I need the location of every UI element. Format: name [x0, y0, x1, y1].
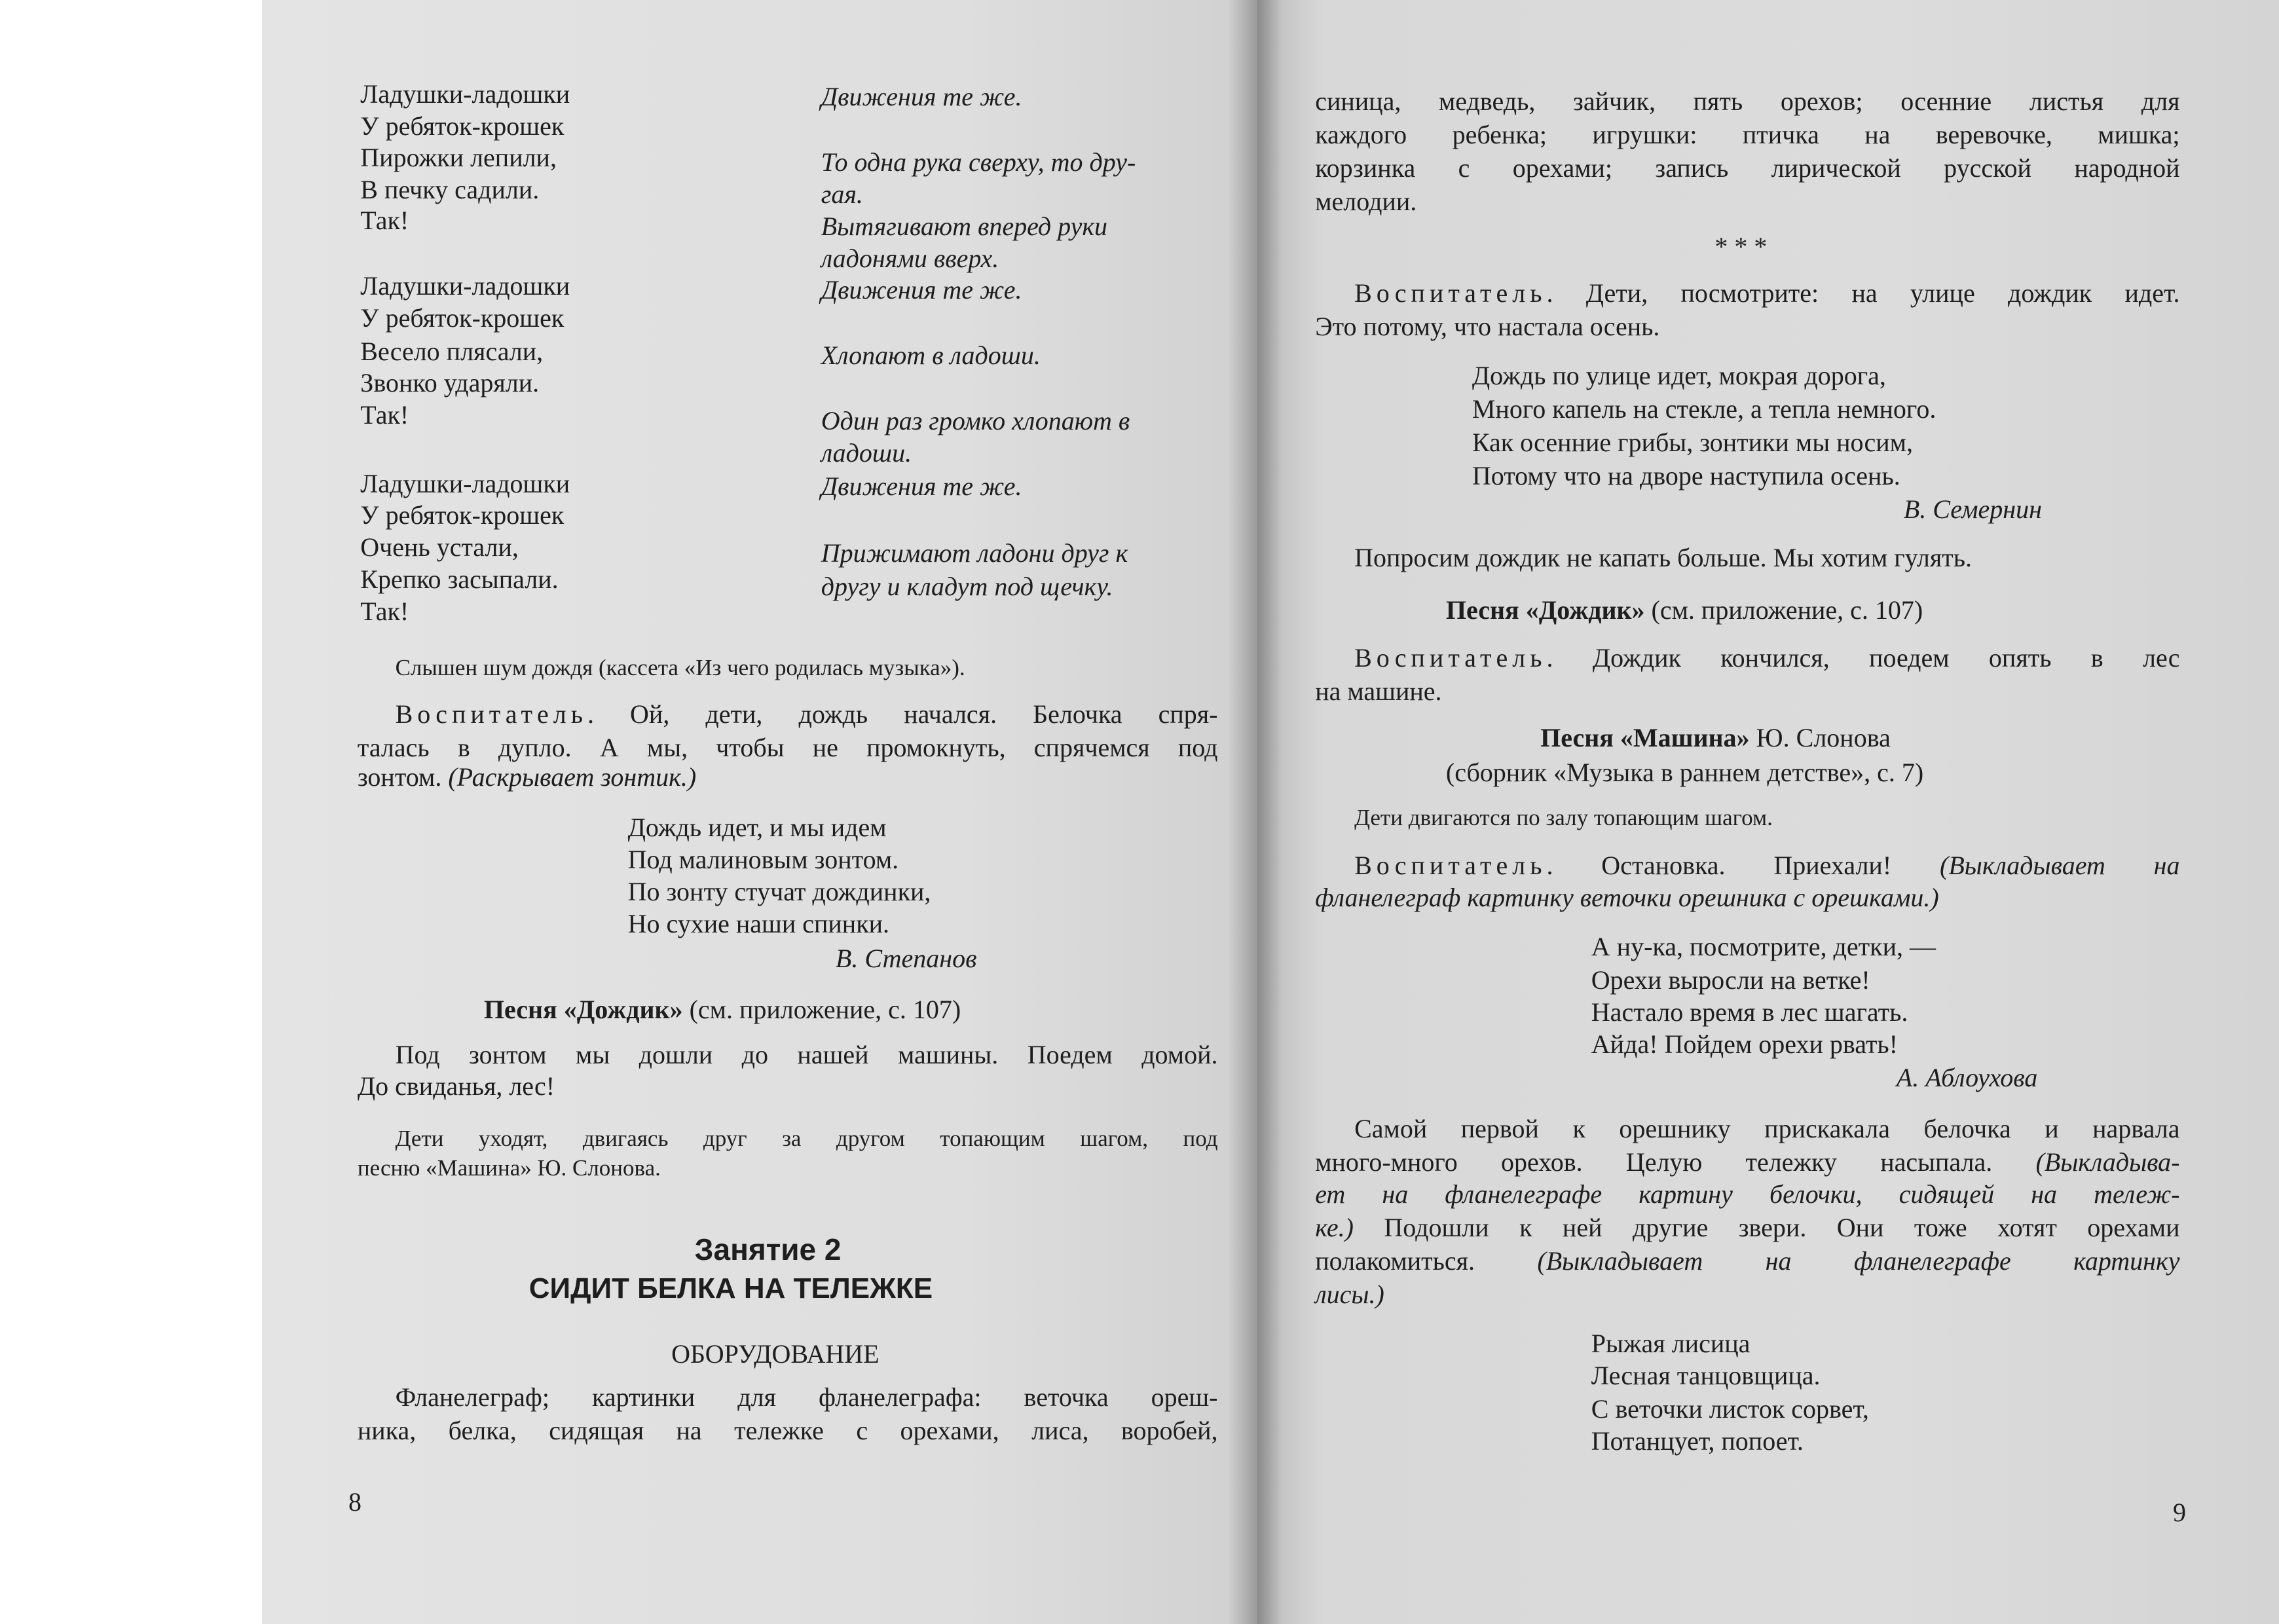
- right-page-text-line: [1315, 1179, 2179, 1210]
- left-page-text-line: [358, 762, 696, 793]
- right-page-text-line: [1315, 1279, 1384, 1310]
- right-page-text-line: [1315, 676, 1441, 707]
- text-segment: Потанцует, попоет.: [1591, 1426, 1804, 1456]
- text-segment: ника, белка, сидящая на тележке с орехами, лиса, воробей,: [357, 1416, 1218, 1446]
- right-page-text-line: [1472, 360, 1886, 392]
- left-page-text-line: [821, 571, 1113, 602]
- stage-direction: В. Семернин: [1903, 494, 2042, 525]
- text-segment: Как осенние грибы, зонтики мы носим,: [1472, 428, 1913, 458]
- text-segment: . Дети, посмотрите: на улице дождик идет.: [1546, 278, 2180, 308]
- text-segment: Очень устали,: [360, 532, 519, 563]
- text-segment: С веточки листок сорвет,: [1591, 1394, 1869, 1424]
- right-page-text-line: [1714, 231, 1767, 263]
- left-page-text-line: [628, 812, 887, 843]
- stage-direction: ке.): [1315, 1212, 1354, 1242]
- stage-direction: Хлопают в ладоши.: [821, 341, 1041, 371]
- left-page-text-line: [836, 943, 977, 974]
- speaker-label: Воспитатель: [1354, 642, 1547, 673]
- right-page-text-line: [1472, 460, 1900, 492]
- text-segment: много-много орехов. Целую тележку насыпала.: [1315, 1147, 2036, 1177]
- left-page-text-line: [821, 211, 1107, 242]
- text-segment: Лесная танцовщица.: [1591, 1360, 1821, 1390]
- left-page-text-line: [396, 1039, 1218, 1071]
- song-title: Песня «Дождик»: [483, 994, 683, 1024]
- text-segment: Рыжая лисица: [1591, 1329, 1751, 1359]
- right-page-text-line: [1315, 1147, 2179, 1178]
- left-page-text-line: [821, 340, 1041, 371]
- text-segment: Так!: [360, 400, 409, 430]
- text-segment: Весело плясали,: [360, 336, 544, 366]
- stage-direction: другу и кладут под щечку.: [821, 572, 1113, 602]
- text-segment: По зонту стучат дождинки,: [627, 877, 931, 907]
- speaker-label: Воспитатель: [1354, 851, 1547, 881]
- right-page-text-line: [1540, 722, 1891, 754]
- text-segment: талась в дупло. А мы, чтобы не промокнуть, спрячемся под: [357, 733, 1218, 763]
- left-page-text-line: [695, 1234, 842, 1265]
- right-page-text-line: [1354, 802, 1773, 834]
- left-page-text-line: [360, 564, 558, 595]
- speaker-label: Воспитатель: [1354, 278, 1547, 308]
- text-segment: У ребяток-крошек: [360, 303, 565, 333]
- right-page-text-line: [1315, 1246, 2179, 1277]
- text-segment: (см. приложение, с. 107): [682, 994, 961, 1024]
- text-segment: (см. приложение, с. 107): [1644, 595, 1923, 625]
- stage-direction: (Выкладывает на: [1940, 851, 2180, 881]
- left-page-text-line: [360, 596, 409, 627]
- left-page-text-line: [396, 652, 965, 684]
- text-segment: Подошли к ней другие звери. Они тоже хотят орехами: [1353, 1212, 2180, 1242]
- right-page-text-line: [1315, 153, 2179, 184]
- song-title: Песня «Машина»: [1540, 722, 1750, 752]
- text-segment: До свиданья, лес!: [357, 1071, 555, 1101]
- left-page-text-line: [360, 303, 564, 334]
- text-segment: А ну-ка, посмотрите, детки, —: [1591, 932, 1936, 962]
- text-segment: Орехи выросли на ветке!: [1591, 965, 1870, 995]
- right-page-text-line: [1472, 394, 1936, 425]
- right-page-text-line: [1315, 882, 1939, 913]
- right-page-text-line: [1354, 1113, 2179, 1145]
- text-segment: Но сухие наши спинки.: [627, 908, 890, 938]
- stage-direction: ладонями вверх.: [821, 243, 999, 273]
- right-page-text-line: [1591, 965, 1870, 996]
- text-segment: Ладушки-ладошки: [360, 270, 570, 301]
- text-segment: Самой первой к орешнику прискакала белочка и нарвала: [1354, 1113, 2180, 1143]
- left-page-text-line: [360, 142, 557, 174]
- text-segment: Ладушки-ладошки: [360, 79, 570, 109]
- left-page-text-line: [358, 1153, 661, 1184]
- stage-direction: ет на фланелеграфе картину белочки, сидящей на тележ-: [1315, 1179, 2180, 1209]
- text-segment: Крепко засыпали.: [360, 564, 559, 594]
- left-page-text-line: [821, 405, 1130, 437]
- right-page-text-line: [1354, 642, 2179, 674]
- left-page-text-line: [360, 532, 519, 563]
- stage-direction: Движения те же.: [821, 471, 1022, 501]
- speaker-label: Воспитатель: [395, 699, 587, 729]
- right-page-text-line: [1591, 1360, 1821, 1392]
- text-segment: синица, медведь, зайчик, пять орехов; осенние листья для: [1315, 86, 2180, 116]
- right-page-text-line: [1315, 311, 1659, 342]
- left-page-text-line: [821, 437, 912, 469]
- left-page-text-line: [360, 500, 564, 531]
- text-segment: Занятие 2: [694, 1232, 842, 1266]
- text-segment: Дети двигаются по залу топающим шагом.: [1354, 804, 1773, 830]
- left-page-text-line: [484, 994, 961, 1025]
- left-page-text-line: [671, 1338, 879, 1370]
- stage-direction: фланелеграф картинку веточки орешника с орешками.): [1315, 882, 1939, 912]
- text-segment: В печку садили.: [360, 175, 540, 205]
- left-page-text-line: [821, 243, 999, 274]
- left-page-text-line: [396, 1123, 1218, 1154]
- text-segment: У ребяток-крошек: [360, 111, 565, 141]
- left-page-text-line: [360, 174, 539, 206]
- left-page-text-line: [360, 367, 539, 399]
- text-segment: Пирожки лепили,: [360, 143, 557, 173]
- left-page-text-line: [360, 399, 409, 431]
- text-segment: Фланелеграф; картинки для фланелеграфа: веточка ореш-: [395, 1382, 1218, 1412]
- stage-direction: Один раз громко хлопают в: [821, 406, 1130, 436]
- text-segment: Дождь по улице идет, мокрая дорога,: [1472, 361, 1886, 391]
- right-page-text-line: [1591, 997, 1908, 1028]
- right-page-text-line: [1315, 86, 2179, 117]
- page-number-left: 8: [348, 1487, 361, 1517]
- text-segment: Звонко ударяли.: [360, 368, 540, 398]
- stage-direction: То одна рука сверху, то дру-: [821, 147, 1136, 177]
- left-page-text-line: [360, 111, 564, 142]
- text-segment: каждого ребенка; игрушки: птичка на веревочке, мишка;: [1315, 119, 2180, 149]
- text-segment: Айда! Пойдем орехи рвать!: [1591, 1029, 1898, 1060]
- stage-direction: (Выкладывает на фланелеграфе картинку: [1537, 1246, 2180, 1276]
- left-page-text-line: [358, 732, 1218, 764]
- stage-direction: гая.: [821, 179, 863, 209]
- page-number-right: 9: [2173, 1498, 2186, 1527]
- right-page-text-line: [1446, 757, 1923, 788]
- right-page-text-line: [1446, 595, 1923, 626]
- text-segment: Дети уходят, двигаясь друг за другом топающим шагом, под: [395, 1126, 1218, 1152]
- text-segment: . Ой, дети, дождь начался. Белочка спря-: [587, 699, 1218, 729]
- text-segment: (сборник «Музыка в раннем детстве», с. 7): [1445, 758, 1924, 788]
- text-segment: полакомиться.: [1315, 1246, 1538, 1276]
- left-page-text-line: [360, 79, 570, 110]
- left-page-text-line: [358, 1415, 1218, 1447]
- left-page-text-line: [628, 876, 931, 908]
- left-page-text-line: [360, 336, 543, 367]
- left-page-text-line: [358, 1071, 555, 1102]
- stage-direction: (Выкладыва-: [2035, 1147, 2180, 1177]
- text-segment: . Остановка. Приехали!: [1546, 851, 1940, 881]
- text-segment: Под малиновым зонтом.: [627, 845, 899, 875]
- right-page-text-line: [1591, 1328, 1751, 1359]
- text-segment: Ладушки-ладошки: [360, 468, 570, 498]
- right-page-text-line: [1354, 542, 1972, 574]
- text-segment: Попросим дождик не капать больше. Мы хотим гулять.: [1354, 542, 1973, 572]
- stage-direction: А. Аблоухова: [1896, 1063, 2038, 1093]
- stage-direction: лисы.): [1315, 1279, 1384, 1309]
- text-segment: Так!: [360, 596, 409, 626]
- text-segment: У ребяток-крошек: [360, 500, 565, 530]
- stage-direction: Движения те же.: [821, 275, 1022, 305]
- right-page-text-line: [1591, 1393, 1869, 1425]
- text-segment: Ю. Слонова: [1749, 722, 1891, 752]
- left-page-text-line: [821, 538, 1128, 569]
- right-page-text-line: [1315, 1212, 2179, 1244]
- text-segment: Это потому, что настала осень.: [1315, 311, 1660, 341]
- right-page-text-line: [1354, 278, 2179, 309]
- right-page-text-line: [1354, 850, 2179, 881]
- left-page-text-line: [360, 270, 570, 302]
- right-page-text-line: [1315, 186, 1417, 217]
- right-page-text-line: [1315, 119, 2179, 151]
- right-page-text-line: [1897, 1062, 2038, 1094]
- stage-direction: (Раскрывает зонтик.): [448, 762, 697, 792]
- text-segment: Слышен шум дождя (кассета «Из чего родилась музыка»).: [395, 655, 965, 681]
- left-page-text-line: [396, 699, 1218, 730]
- left-page-text-line: [821, 179, 863, 210]
- text-segment: Под зонтом мы дошли до нашей машины. Поедем домой.: [395, 1039, 1218, 1069]
- left-page-text-line: [396, 1382, 1218, 1413]
- text-segment: мелодии.: [1315, 187, 1417, 217]
- text-segment: СИДИТ БЕЛКА НА ТЕЛЕЖКЕ: [528, 1272, 933, 1304]
- text-segment: . Дождик кончился, поедем опять в лес: [1546, 642, 2180, 673]
- right-page-text-line: [1472, 427, 1913, 458]
- stage-direction: В. Степанов: [835, 944, 977, 974]
- right-page-text-line: [1591, 1426, 1804, 1457]
- stage-direction: Прижимают ладони друг к: [821, 538, 1128, 568]
- stage-direction: Вытягивают вперед руки: [821, 211, 1108, 241]
- text-segment: на машине.: [1315, 676, 1442, 706]
- book-spine: [1257, 0, 1284, 1624]
- left-page-text-line: [360, 468, 570, 500]
- text-segment: Так!: [360, 205, 409, 235]
- left-page-text-line: [821, 147, 1136, 178]
- text-segment: песню «Машина» Ю. Слонова.: [357, 1154, 661, 1181]
- text-segment: Дождь идет, и мы идем: [627, 813, 887, 843]
- left-page-text-line: [360, 205, 409, 236]
- stage-direction: ладоши.: [821, 437, 912, 468]
- text-segment: Потому что на дворе наступила осень.: [1472, 461, 1900, 491]
- right-page-text-line: [1904, 494, 2042, 525]
- right-page-text-line: [1591, 1029, 1898, 1060]
- song-title: Песня «Дождик»: [1445, 595, 1645, 625]
- left-page-text-line: [821, 274, 1022, 306]
- left-page-text-line: [628, 908, 889, 940]
- text-segment: ОБОРУДОВАНИЕ: [671, 1338, 880, 1369]
- stage-direction: Движения те же.: [821, 82, 1022, 112]
- text-segment: корзинка с орехами; запись лирической русской народной: [1315, 153, 2180, 183]
- left-page-text-line: [529, 1273, 933, 1304]
- left-page-text-line: [821, 81, 1022, 113]
- left-page-text-line: [628, 844, 899, 876]
- text-segment: Много капель на стекле, а тепла немного.: [1472, 394, 1936, 424]
- text-segment: Настало время в лес шагать.: [1591, 997, 1908, 1027]
- text-segment: зонтом.: [357, 762, 449, 792]
- left-page-text-line: [821, 471, 1022, 502]
- text-segment: * * *: [1714, 231, 1768, 261]
- right-page-text-line: [1591, 931, 1936, 963]
